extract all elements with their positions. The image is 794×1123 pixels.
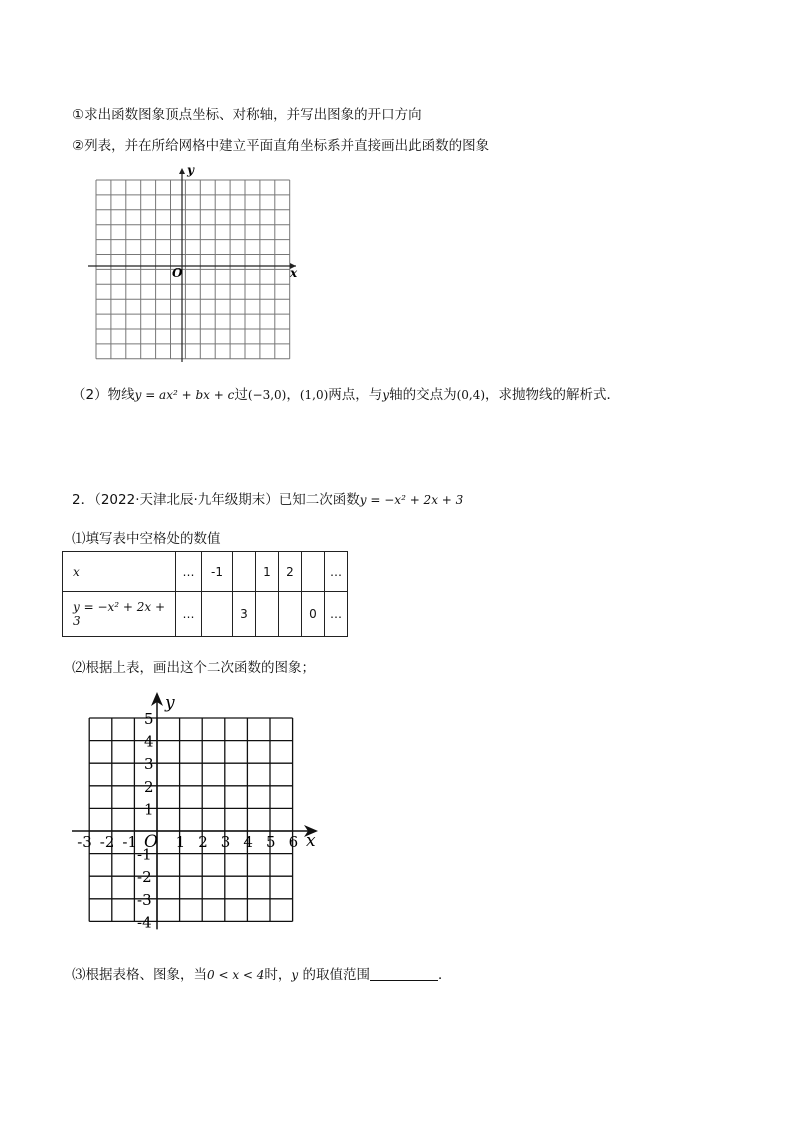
sub3-y-var: y <box>291 968 299 982</box>
x-tick-label: 4 <box>243 833 253 851</box>
grid-1-lines <box>88 168 296 362</box>
sub3-prefix: ⑶根据表格、图象，当 <box>72 967 207 983</box>
part2-prefix: （2）物线 <box>72 387 135 403</box>
y-tick-label: -1 <box>137 845 152 864</box>
y-tick-label: 5 <box>144 710 154 728</box>
table-cell: y = −x² + 2x + 3 <box>63 592 176 637</box>
table-cell: 0 <box>302 592 325 637</box>
table-row-y <box>63 592 348 637</box>
subquestion-1: ⑴填写表中空格处的数值 <box>72 531 221 547</box>
part2-point-2: (1,0) <box>299 388 329 402</box>
table-row-x <box>63 552 348 592</box>
table-cell: … <box>325 552 348 592</box>
table-cell: 2 <box>279 552 302 592</box>
table-cell: x <box>63 552 176 592</box>
problem-2-title <box>72 488 463 508</box>
grid-2-y-axis-label: y <box>165 693 175 713</box>
grid-2-lines <box>72 692 318 932</box>
table-cell: … <box>176 592 202 637</box>
part2-comma: ， <box>286 387 300 403</box>
part2-equation: y = ax² + bx + c <box>134 388 235 402</box>
table-cell: -1 <box>202 552 233 592</box>
table-cell <box>279 592 302 637</box>
sub3-end: ． <box>437 967 452 983</box>
problem-2-title-text: 2．（2022·天津北辰·九年级期末）已知二次函数 <box>72 492 360 508</box>
grid-2-x-ticks <box>77 833 298 851</box>
grid-1-x-axis-label: x <box>290 266 298 280</box>
table-cell <box>302 552 325 592</box>
answer-blank[interactable] <box>370 968 438 981</box>
table-cell <box>202 592 233 637</box>
grid-1-origin-label: O <box>172 266 183 280</box>
y-tick-label: -3 <box>137 890 152 909</box>
table-cell: … <box>325 592 348 637</box>
question-part1-1: ①求出函数图象顶点坐标、对称轴，并写出图象的开口方向 <box>72 107 422 123</box>
table-cell: … <box>176 552 202 592</box>
value-table <box>62 551 348 637</box>
grid-1-y-axis-label: y <box>187 164 194 177</box>
x-tick-label: -2 <box>99 833 115 851</box>
sub3-mid: 时， <box>264 967 292 983</box>
problem-2-equation: y = −x² + 2x + 3 <box>359 493 464 507</box>
x-tick-label: 6 <box>288 833 299 851</box>
y-axis-arrow <box>179 168 185 174</box>
y-tick-label: -2 <box>137 868 152 887</box>
part2-point-3: (0,4) <box>456 388 486 402</box>
grid-2-y-ticks <box>137 710 154 931</box>
sub3-condition: 0 < x < 4 <box>207 968 265 982</box>
part2-pass: 过 <box>234 387 248 403</box>
coordinate-grid-2 <box>70 692 330 932</box>
table-cell: 1 <box>256 552 279 592</box>
y-tick-label: 2 <box>144 777 154 796</box>
grid-2-x-axis-label: x <box>306 831 316 851</box>
y-tick-label: 3 <box>144 755 154 774</box>
table-cell <box>256 592 279 637</box>
part2-mid2: 轴的交点为 <box>389 387 457 403</box>
question-part2 <box>72 383 620 403</box>
grid-2-origin-label: O <box>144 832 158 852</box>
subquestion-2: ⑵根据上表，画出这个二次函数的图象； <box>72 660 315 676</box>
table-cell <box>233 552 256 592</box>
y-tick-label: 1 <box>144 800 154 819</box>
x-tick-label: 3 <box>220 833 231 851</box>
subquestion-3 <box>72 963 451 983</box>
x-tick-label: 1 <box>175 833 186 851</box>
part2-mid: 两点，与 <box>328 387 383 403</box>
x-tick-label: -3 <box>77 833 92 851</box>
y-tick-label: -4 <box>137 913 152 932</box>
question-part1-2: ②列表，并在所给网格中建立平面直角坐标系并直接画出此函数的图象 <box>72 138 490 154</box>
x-tick-label: 5 <box>266 833 276 851</box>
x-tick-label: -1 <box>122 833 138 851</box>
y-tick-label: 4 <box>144 732 154 751</box>
coordinate-grid-1 <box>84 164 314 364</box>
part2-point-1: (−3,0) <box>247 388 287 402</box>
x-tick-label: 2 <box>198 833 208 851</box>
part2-y-var: y <box>382 388 390 402</box>
sub3-tail: 的取值范围 <box>298 967 370 983</box>
part2-tail: ，求抛物线的解析式． <box>485 387 621 403</box>
table-cell: 3 <box>233 592 256 637</box>
